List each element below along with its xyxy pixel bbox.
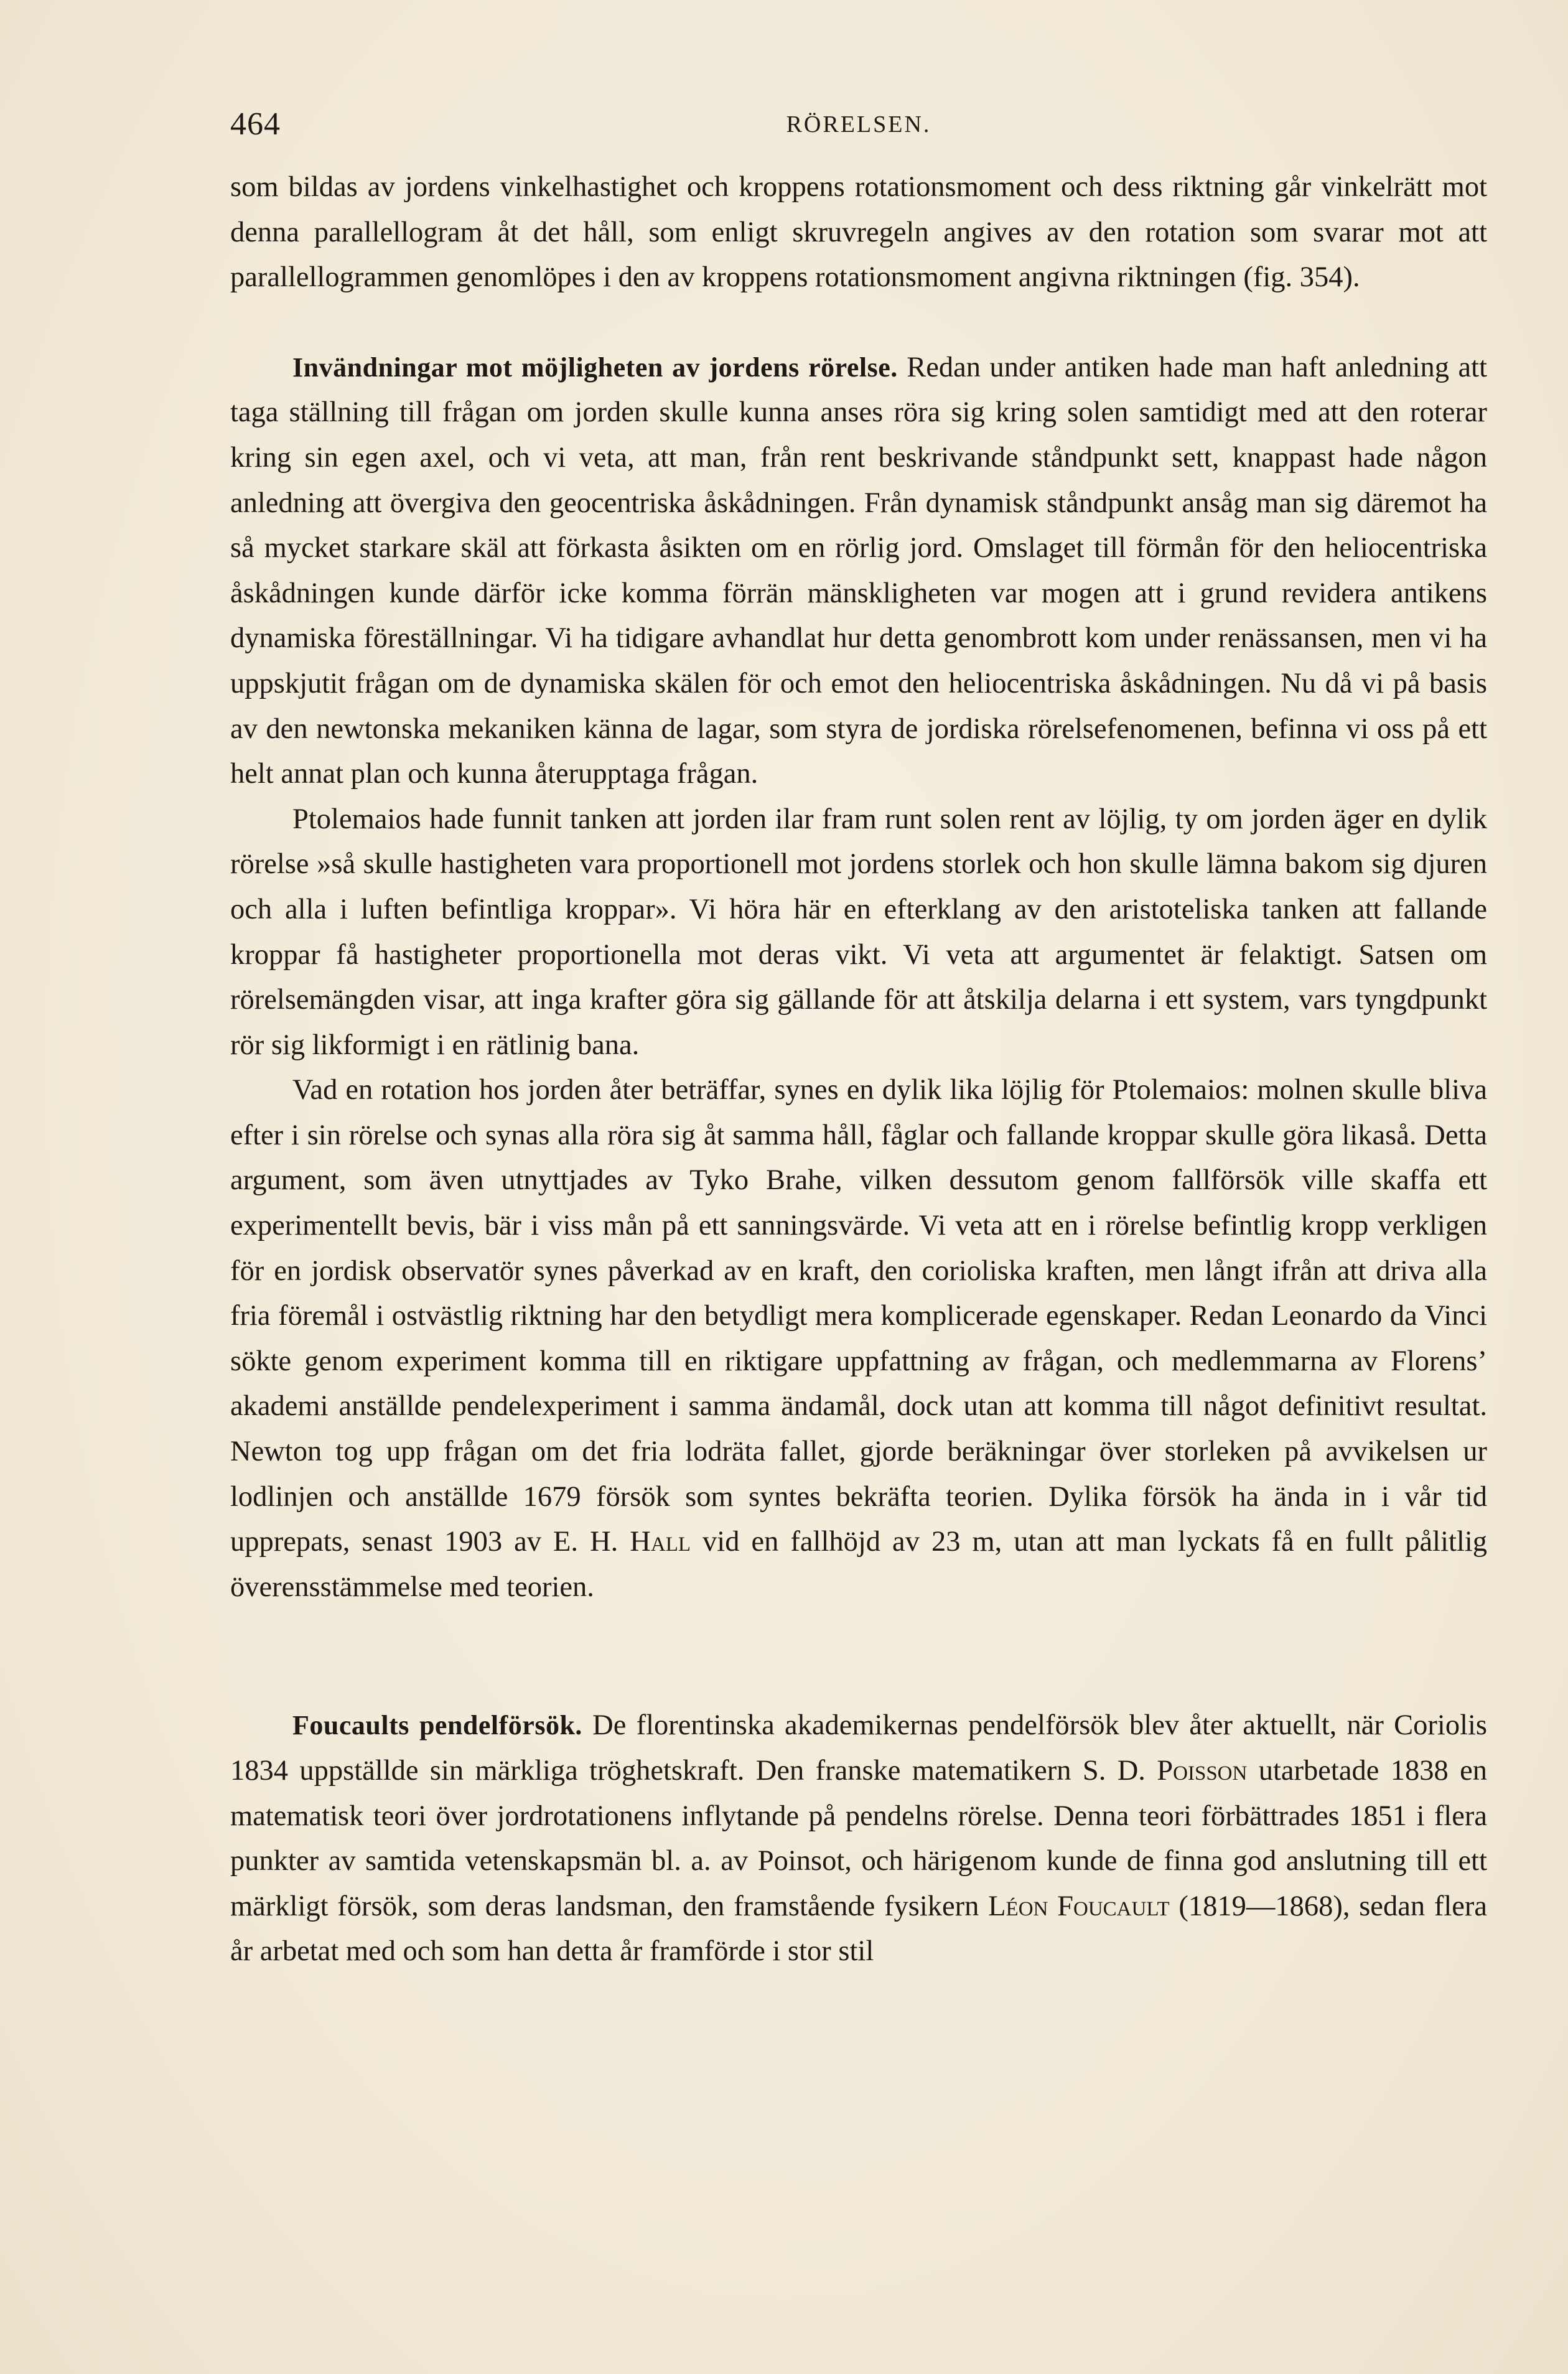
page-body bbox=[230, 165, 1487, 1974]
running-title: RÖRELSEN. bbox=[786, 111, 931, 138]
paragraph-foucault-text: De florentinska akademikernas pendelförsök blev åter aktuellt, när Coriolis 1834 uppställde sin märkliga tröghetskraft. Den franske matematikern S. D. bbox=[230, 1709, 1487, 1787]
page-header bbox=[230, 106, 1487, 149]
author-name-poisson: Poisson bbox=[1157, 1755, 1248, 1787]
author-name-foucault: Léon Foucault bbox=[988, 1890, 1170, 1922]
paragraph-ptolemaios: Ptolemaios hade funnit tanken att jorden ilar fram runt solen rent av löjlig, ty om jorden äger en dylik rörelse »så skulle hastigheten vara proportionell mot jordens storlek och hon skulle lämna bakom sig djuren och alla i luften befintliga kroppar». Vi höra här en efterklang av den aristoteliska tanken att fallande kroppar få hastigheter proportionella mot deras vikt. Vi veta att argumentet är felaktigt. Satsen om rörelsemängden visar, att inga krafter göra sig gällande för att åtskilja delarna i ett system, vars tyngdpunkt rör sig likformigt i en rätlinig bana. bbox=[230, 803, 1487, 1061]
paragraph-foucault bbox=[230, 1703, 1487, 1974]
paragraph-objections-text: Redan under antiken hade man haft anledning att taga ställning till frågan om jorden skulle kunna anses röra sig kring solen samtidigt med att den roterar kring sin egen axel, och vi veta, att man, från rent beskrivande ståndpunkt sett, knappast hade någon anledning att övergiva den geocentriska åskådningen. Från dynamisk ståndpunkt ansåg man sig däremot ha så mycket starkare skäl att förkasta åsikten om en rörlig jord. Omslaget till förmån för den heliocentriska åskådningen kunde därför icke komma förrän mänskligheten var mogen att i grund revidera antikens dynamiska föreställningar. Vi ha tidigare avhandlat hur detta genombrott kom under renässansen, men vi ha uppskjutit frågan om de dynamiska skälen för och emot den heliocentriska åskådningen. Nu då vi på basis av den newtonska mekaniken känna de lagar, som styra de jordiska rörelsefenomenen, befinna vi oss på ett helt annat plan och kunna återupptaga frågan. bbox=[230, 351, 1487, 790]
author-name-hall: Hall bbox=[630, 1526, 691, 1558]
section-spacer bbox=[230, 301, 1487, 345]
paragraph-foucault-end: (1819—1868), sedan flera år arbetat med och som han detta år framförde i stor stil bbox=[230, 1890, 1487, 1968]
paragraph-rotation-text: Vad en rotation hos jorden åter beträffar, synes en dylik lika löjlig för Ptolemaios: molnen skulle bliva efter i sin rörelse och synas alla röra sig åt samma håll, fåglar och fallande kroppar skulle göra likaså. Detta argument, som även utnyttjades av Tyko Brahe, vilken dessutom genom fallförsök ville skaffa ett experimentellt bevis, bär i viss mån på ett sanningsvärde. Vi veta att en i rörelse befintlig kropp verkligen för en jordisk observatör synes påverkad av en kraft, den corioliska kraften, men långt ifrån att driva alla fria föremål i ostvästlig riktning har den betydligt mera komplicerade egenskaper. Redan Leonardo da Vinci sökte genom experiment komma till en riktigare uppfattning av frågan, och medlemmarna av Florens’ akademi anställde pendelexperiment i samma ändamål, dock utan att komma till något definitivt resultat. Newton tog upp frågan om det fria lodräta fallet, gjorde beräkningar över storleken på avvikelsen ur lodlinjen och anställde 1679 försök som syntes bekräfta teorien. Dylika försök ha ända in i vår tid upprepats, senast 1903 av E. H. bbox=[230, 1074, 1487, 1558]
section-heading-foucault: Foucaults pendelförsök. bbox=[292, 1710, 582, 1741]
paragraph-continuation: som bildas av jordens vinkelhastighet och kroppens rotationsmoment och dess riktning går vinkelrätt mot denna parallellogram åt det håll, som enligt skruvregeln angives av den rotation som svarar mot att parallellogrammen genomlöpes i den av kroppens rotationsmoment angivna riktningen (fig. 354). bbox=[230, 171, 1487, 294]
section-spacer bbox=[230, 1610, 1487, 1703]
section-heading-objections: Invändningar mot möjligheten av jordens rörelse. bbox=[292, 352, 898, 383]
page-number: 464 bbox=[230, 106, 281, 142]
paragraph-rotation-end: vid en fallhöjd av 23 m, utan att man lyckats få en fullt pålitlig överensstämmelse med teorien. bbox=[230, 1526, 1487, 1603]
paragraph-objections bbox=[230, 345, 1487, 797]
paragraph-foucault-middle: utarbetade 1838 en matematisk teori över jordrotationens inflytande på pendelns rörelse. Denna teori förbättrades 1851 i flera punkter av samtida vetenskapsmän bl. a. av Poinsot, och härigenom kunde de finna god anslutning till ett märkligt försök, som deras landsman, den framstående fysikern bbox=[230, 1755, 1487, 1922]
paragraph-rotation bbox=[230, 1068, 1487, 1610]
